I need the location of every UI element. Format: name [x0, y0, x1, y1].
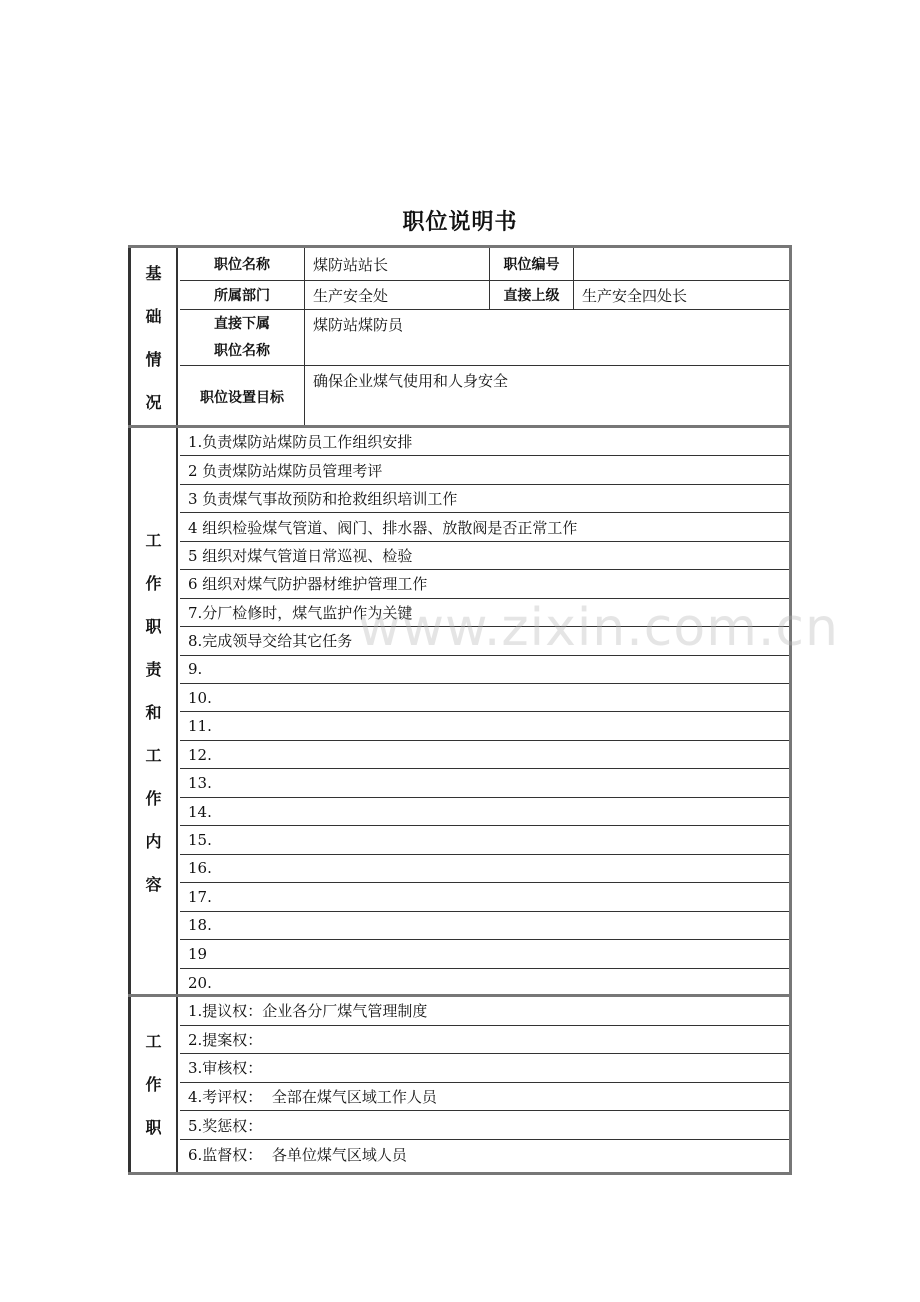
- department-value: 生产安全处: [305, 281, 490, 310]
- list-item: 3 负责煤气事故预防和抢救组织培训工作: [180, 485, 789, 513]
- section-label-char: 作: [145, 789, 162, 808]
- list-item: 18.: [180, 912, 789, 940]
- list-item: 8.完成领导交给其它任务: [180, 627, 789, 655]
- list-item: 9.: [180, 656, 789, 684]
- authority-section: [128, 994, 792, 1175]
- section-label-char: 职: [145, 617, 162, 636]
- subordinate-label: [180, 310, 305, 366]
- list-item: 2.提案权：: [180, 1026, 789, 1055]
- watermark: www.zixin.com.cn: [358, 598, 839, 658]
- list-item: 3.审核权：: [180, 1054, 789, 1083]
- goal-label: 职位设置目标: [180, 366, 305, 428]
- section-label-char: 容: [145, 875, 162, 894]
- position-code-label: 职位编号: [490, 248, 574, 281]
- list-item: 5.奖惩权：: [180, 1111, 789, 1140]
- section-label-char: 工: [145, 1032, 162, 1051]
- list-item: 2 负责煤防站煤防员管理考评: [180, 456, 789, 484]
- section-label-char: 工: [145, 746, 162, 765]
- page-title: 职位说明书: [402, 210, 518, 235]
- list-item: 5 组织对煤气管道日常巡视、检验: [180, 542, 789, 570]
- section-label-char: 内: [145, 832, 162, 851]
- superior-value: 生产安全四处长: [574, 281, 789, 310]
- subordinate-label-line-2: 职位名称: [214, 342, 270, 359]
- list-item: 13.: [180, 769, 789, 797]
- list-item: 6 组织对煤气防护器材维护管理工作: [180, 570, 789, 598]
- list-item: 10.: [180, 684, 789, 712]
- position-code-value: [574, 248, 789, 281]
- duties-section: [128, 425, 792, 997]
- basic-info-section: [128, 245, 792, 428]
- list-item: 1.提议权：企业各分厂煤气管理制度: [180, 997, 789, 1026]
- basic-info-label: [128, 248, 178, 428]
- list-item: 12.: [180, 741, 789, 769]
- list-item: 20.: [188, 973, 212, 992]
- authority-label: [128, 997, 178, 1172]
- subordinate-label-line-1: 直接下属: [214, 315, 270, 332]
- list-item: 6.监督权： 各单位煤气区域人员: [188, 1145, 407, 1164]
- basic-info-body: [180, 248, 792, 428]
- list-item: 17.: [180, 883, 789, 911]
- section-label-char: 责: [145, 660, 162, 679]
- list-item: 15.: [180, 826, 789, 854]
- position-name-label: 职位名称: [180, 248, 305, 281]
- duties-body: [180, 428, 792, 997]
- list-item: 16.: [180, 855, 789, 883]
- list-item: 19: [180, 940, 789, 968]
- section-label-char: 基: [145, 264, 162, 283]
- list-item: 11.: [180, 713, 789, 741]
- position-name-value: 煤防站站长: [305, 248, 490, 281]
- department-label: 所属部门: [180, 281, 305, 310]
- section-label-char: 和: [145, 703, 162, 722]
- list-item: 4.考评权： 全部在煤气区域工作人员: [180, 1083, 789, 1112]
- authority-body: [180, 997, 792, 1172]
- duties-label: [128, 428, 178, 997]
- section-label-char: 作: [145, 574, 162, 593]
- goal-value: 确保企业煤气使用和人身安全: [313, 372, 509, 390]
- section-label-char: 况: [145, 393, 162, 412]
- section-label-char: 作: [145, 1075, 162, 1094]
- section-label-char: 工: [145, 531, 162, 550]
- section-label-char: 职: [145, 1118, 162, 1137]
- list-item: 4 组织检验煤气管道、阀门、排水器、放散阀是否正常工作: [180, 513, 789, 541]
- subordinate-value: 煤防站煤防员: [305, 310, 789, 366]
- section-label-char: 础: [145, 307, 162, 326]
- section-label-char: 情: [145, 350, 162, 369]
- list-item: 1.负责煤防站煤防员工作组织安排: [180, 428, 789, 456]
- superior-label: 直接上级: [490, 281, 574, 310]
- list-item: 14.: [180, 798, 789, 826]
- list-item: 7.分厂检修时，煤气监护作为关键: [180, 599, 789, 627]
